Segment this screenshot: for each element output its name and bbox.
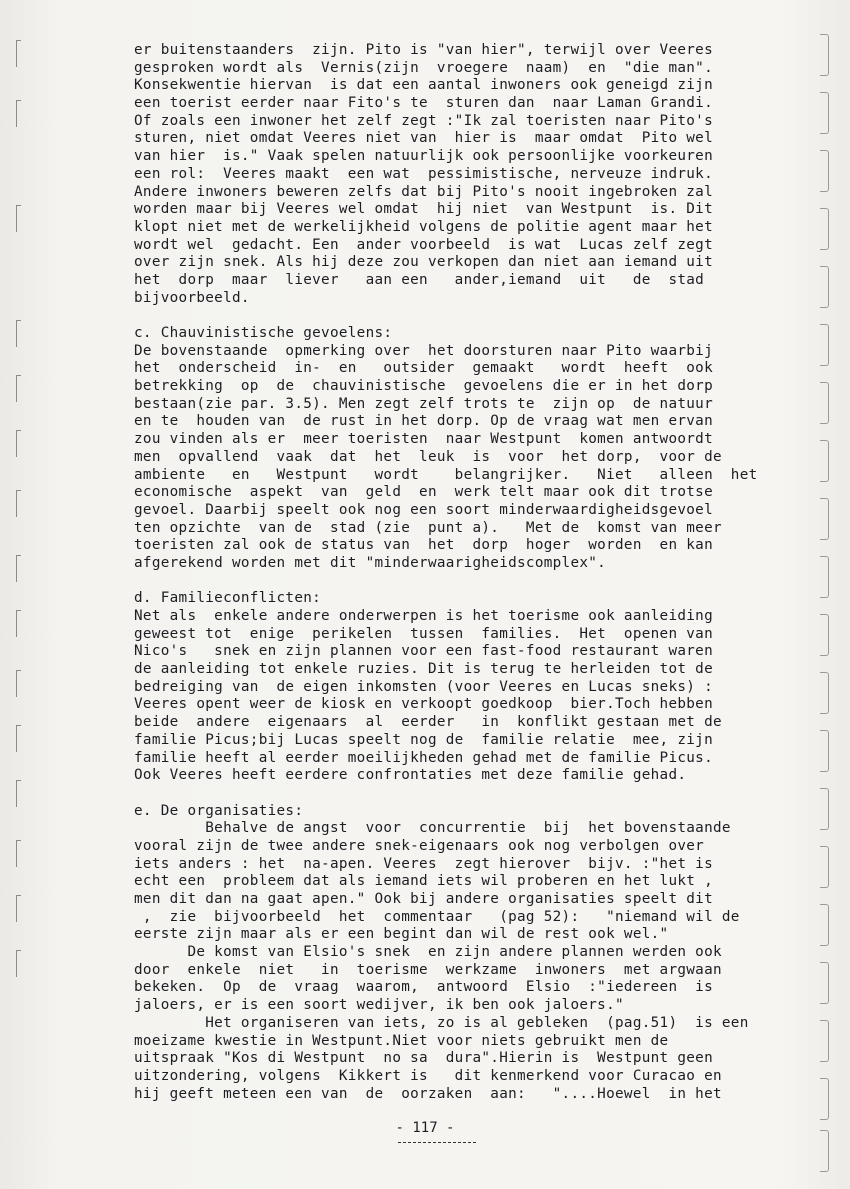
text-line: iets anders : het na-apen. Veeres zegt hierover bijv. :"het is: [134, 855, 713, 872]
body-text: [134, 42, 794, 1103]
binder-mark: [820, 92, 829, 134]
text-line: toeristen zal ook de status van het dorp hoger worden en kan: [134, 537, 713, 554]
text-line: e. De organisaties:: [134, 802, 304, 819]
binder-mark: [820, 34, 829, 76]
text-line: en te houden van de rust in het dorp. Op de vraag wat men ervan: [134, 413, 713, 430]
text-line: uitspraak "Kos di Westpunt no sa dura".Hierin is Westpunt geen: [134, 1050, 713, 1067]
text-line: bestaan(zie par. 3.5). Men zegt zelf trots te zijn op de natuur: [134, 395, 713, 412]
text-line: het dorp maar liever aan een ander,iemand uit de stad: [134, 271, 705, 288]
text-line: wordt wel gedacht. Een ander voorbeeld is wat Lucas zelf zegt: [134, 236, 713, 253]
text-line: men dit dan na gaat apen." Ook bij andere organisaties speelt dit: [134, 891, 713, 907]
text-line: gesproken wordt als Vernis(zijn vroegere naam) en "die man".: [134, 59, 713, 76]
text-line: ten opzichte van de stad (zie punt a). Met de komst van meer: [134, 519, 722, 536]
text-line: een rol: Veeres maakt een wat pessimistische, nerveuze indruk.: [134, 165, 713, 182]
text-line: , zie bijvoorbeeld het commentaar (pag 52): "niemand wil de: [134, 908, 740, 925]
blank-line: [134, 573, 794, 591]
text-line: geweest tot enige perikelen tussen families. Het openen van: [134, 625, 713, 642]
text-line: men opvallend vaak dat het leuk is voor het dorp, voor de: [134, 448, 722, 465]
binder-mark: [820, 614, 829, 656]
text-line: het onderscheid in- en outsider gemaakt wordt heeft ook: [134, 360, 713, 377]
text-line: klopt niet met de werkelijkheid volgens de politie agent maar het: [134, 218, 713, 235]
margin-mark: [16, 205, 21, 232]
margin-mark: [16, 555, 21, 582]
text-line: Het organiseren van iets, zo is al gebleken (pag.51) is een: [134, 1014, 749, 1031]
text-line: Veeres opent weer de kiosk en verkoopt goedkoop bier.Toch hebben: [134, 696, 713, 713]
text-line: uitzondering, volgens Kikkert is dit kenmerkend voor Curacao en: [134, 1067, 722, 1084]
binder-mark: [820, 730, 829, 772]
text-line: over zijn snek. Als hij deze zou verkopen dan niet aan iemand uit: [134, 254, 713, 271]
binder-mark: [820, 788, 829, 830]
text-line: van hier is." Vaak spelen natuurlijk ook persoonlijke voorkeuren: [134, 148, 713, 165]
text-line: Behalve de angst voor concurrentie bij het bovenstaande: [134, 820, 731, 837]
text-line: betrekking op de chauvinistische gevoelens die er in het dorp: [134, 378, 713, 395]
margin-mark: [16, 780, 21, 807]
binder-mark: [820, 846, 829, 888]
margin-mark: [16, 725, 21, 752]
text-line: Ook Veeres heeft eerdere confrontaties met deze familie gehad.: [134, 767, 687, 784]
text-line: c. Chauvinistische gevoelens:: [134, 325, 393, 341]
text-line: afgerekend worden met dit "minderwaarigheidscomplex".: [134, 554, 607, 571]
margin-mark: [16, 895, 21, 922]
text-line: hij geeft meteen een van de oorzaken aan: "....Hoewel in het: [134, 1085, 722, 1102]
text-line: economische aspekt van geld en werk telt maar ook dit trotse: [134, 484, 713, 501]
margin-mark: [16, 320, 21, 347]
text-line: bedreiging van de eigen inkomsten (voor Veeres en Lucas sneks) :: [134, 678, 713, 695]
margin-mark: [16, 950, 21, 977]
text-line: worden maar bij Veeres wel omdat hij niet van Westpunt is. Dit: [134, 201, 713, 218]
text-line: door enkele niet in toerisme werkzame inwoners met argwaan: [134, 961, 722, 978]
text-line: bekeken. Op de vraag waarom, antwoord Elsio :"iedereen is: [134, 979, 713, 996]
text-line: De bovenstaande opmerking over het doorsturen naar Pito waarbij: [134, 342, 713, 359]
binder-mark: [820, 208, 829, 250]
text-line: Andere inwoners beweren zelfs dat bij Pito's nooit ingebroken zal: [134, 183, 713, 200]
text-line: Of zoals een inwoner het zelf zegt :"Ik zal toeristen naar Pito's: [134, 112, 713, 129]
margin-mark: [16, 670, 21, 697]
binder-mark: [820, 1020, 829, 1062]
binder-mark: [820, 556, 829, 598]
margin-mark: [16, 100, 21, 127]
text-line: een toerist eerder naar Fito's te sturen dan naar Laman Grandi.: [134, 95, 713, 112]
text-line: echt een probleem dat als iemand iets wil proberen en het lukt ,: [134, 873, 713, 890]
text-line: gevoel. Daarbij speelt ook nog een soort minderwaardigheidsgevoel: [134, 501, 713, 518]
text-line: Konsekwentie hiervan is dat een aantal inwoners ook geneigd zijn: [134, 77, 713, 94]
page-number-underline: [398, 1142, 476, 1143]
binder-mark: [820, 962, 829, 1004]
text-line: familie heeft al eerder moeilijkheden gehad met de familie Picus.: [134, 749, 713, 766]
binder-mark: [820, 266, 829, 308]
binder-mark: [820, 1130, 829, 1172]
page-number: - 117 -: [395, 1120, 455, 1136]
binder-mark: [820, 440, 829, 482]
text-line: de aanleiding tot enkele ruzies. Dit is terug te herleiden tot de: [134, 661, 713, 678]
text-line: jaloers, er is een soort wedijver, ik ben ook jaloers.": [134, 997, 624, 1014]
margin-mark: [16, 610, 21, 637]
text-line: Nico's snek en zijn plannen voor een fast-food restaurant waren: [134, 643, 713, 660]
binder-mark: [820, 498, 829, 540]
margin-mark: [16, 840, 21, 867]
blank-line: [134, 785, 794, 803]
text-line: moeizame kwestie in Westpunt.Niet voor niets gebruikt men de: [134, 1032, 669, 1049]
text-line: bijvoorbeeld.: [134, 289, 250, 306]
binder-mark: [820, 1078, 829, 1120]
binder-mark: [820, 904, 829, 946]
text-line: beide andere eigenaars al eerder in konflikt gestaan met de: [134, 714, 722, 731]
margin-mark: [16, 430, 21, 457]
binder-mark: [820, 382, 829, 424]
text-line: sturen, niet omdat Veeres niet van hier is maar omdat Pito wel: [134, 130, 713, 147]
text-line: ambiente en Westpunt wordt belangrijker. Niet alleen het: [134, 466, 758, 483]
text-line: d. Familieconflicten:: [134, 590, 322, 607]
text-line: Net als enkele andere onderwerpen is het toerisme ook aanleiding: [134, 608, 713, 624]
blank-line: [134, 307, 794, 325]
binder-mark: [820, 150, 829, 192]
margin-mark: [16, 40, 21, 67]
binder-mark: [820, 672, 829, 714]
text-line: vooral zijn de twee andere snek-eigenaars ook nog verbolgen over: [134, 837, 705, 854]
text-line: zou vinden als er meer toeristen naar Westpunt komen antwoordt: [134, 431, 713, 448]
text-line: er buitenstaanders zijn. Pito is "van hier", terwijl over Veeres: [134, 42, 713, 58]
margin-mark: [16, 375, 21, 402]
binder-mark: [820, 324, 829, 366]
text-line: De komst van Elsio's snek en zijn andere plannen werden ook: [134, 944, 722, 961]
text-line: familie Picus;bij Lucas speelt nog de familie relatie mee, zijn: [134, 731, 713, 748]
margin-mark: [16, 490, 21, 517]
text-line: eerste zijn maar als er een begint dan wil de rest ook wel.": [134, 926, 669, 943]
